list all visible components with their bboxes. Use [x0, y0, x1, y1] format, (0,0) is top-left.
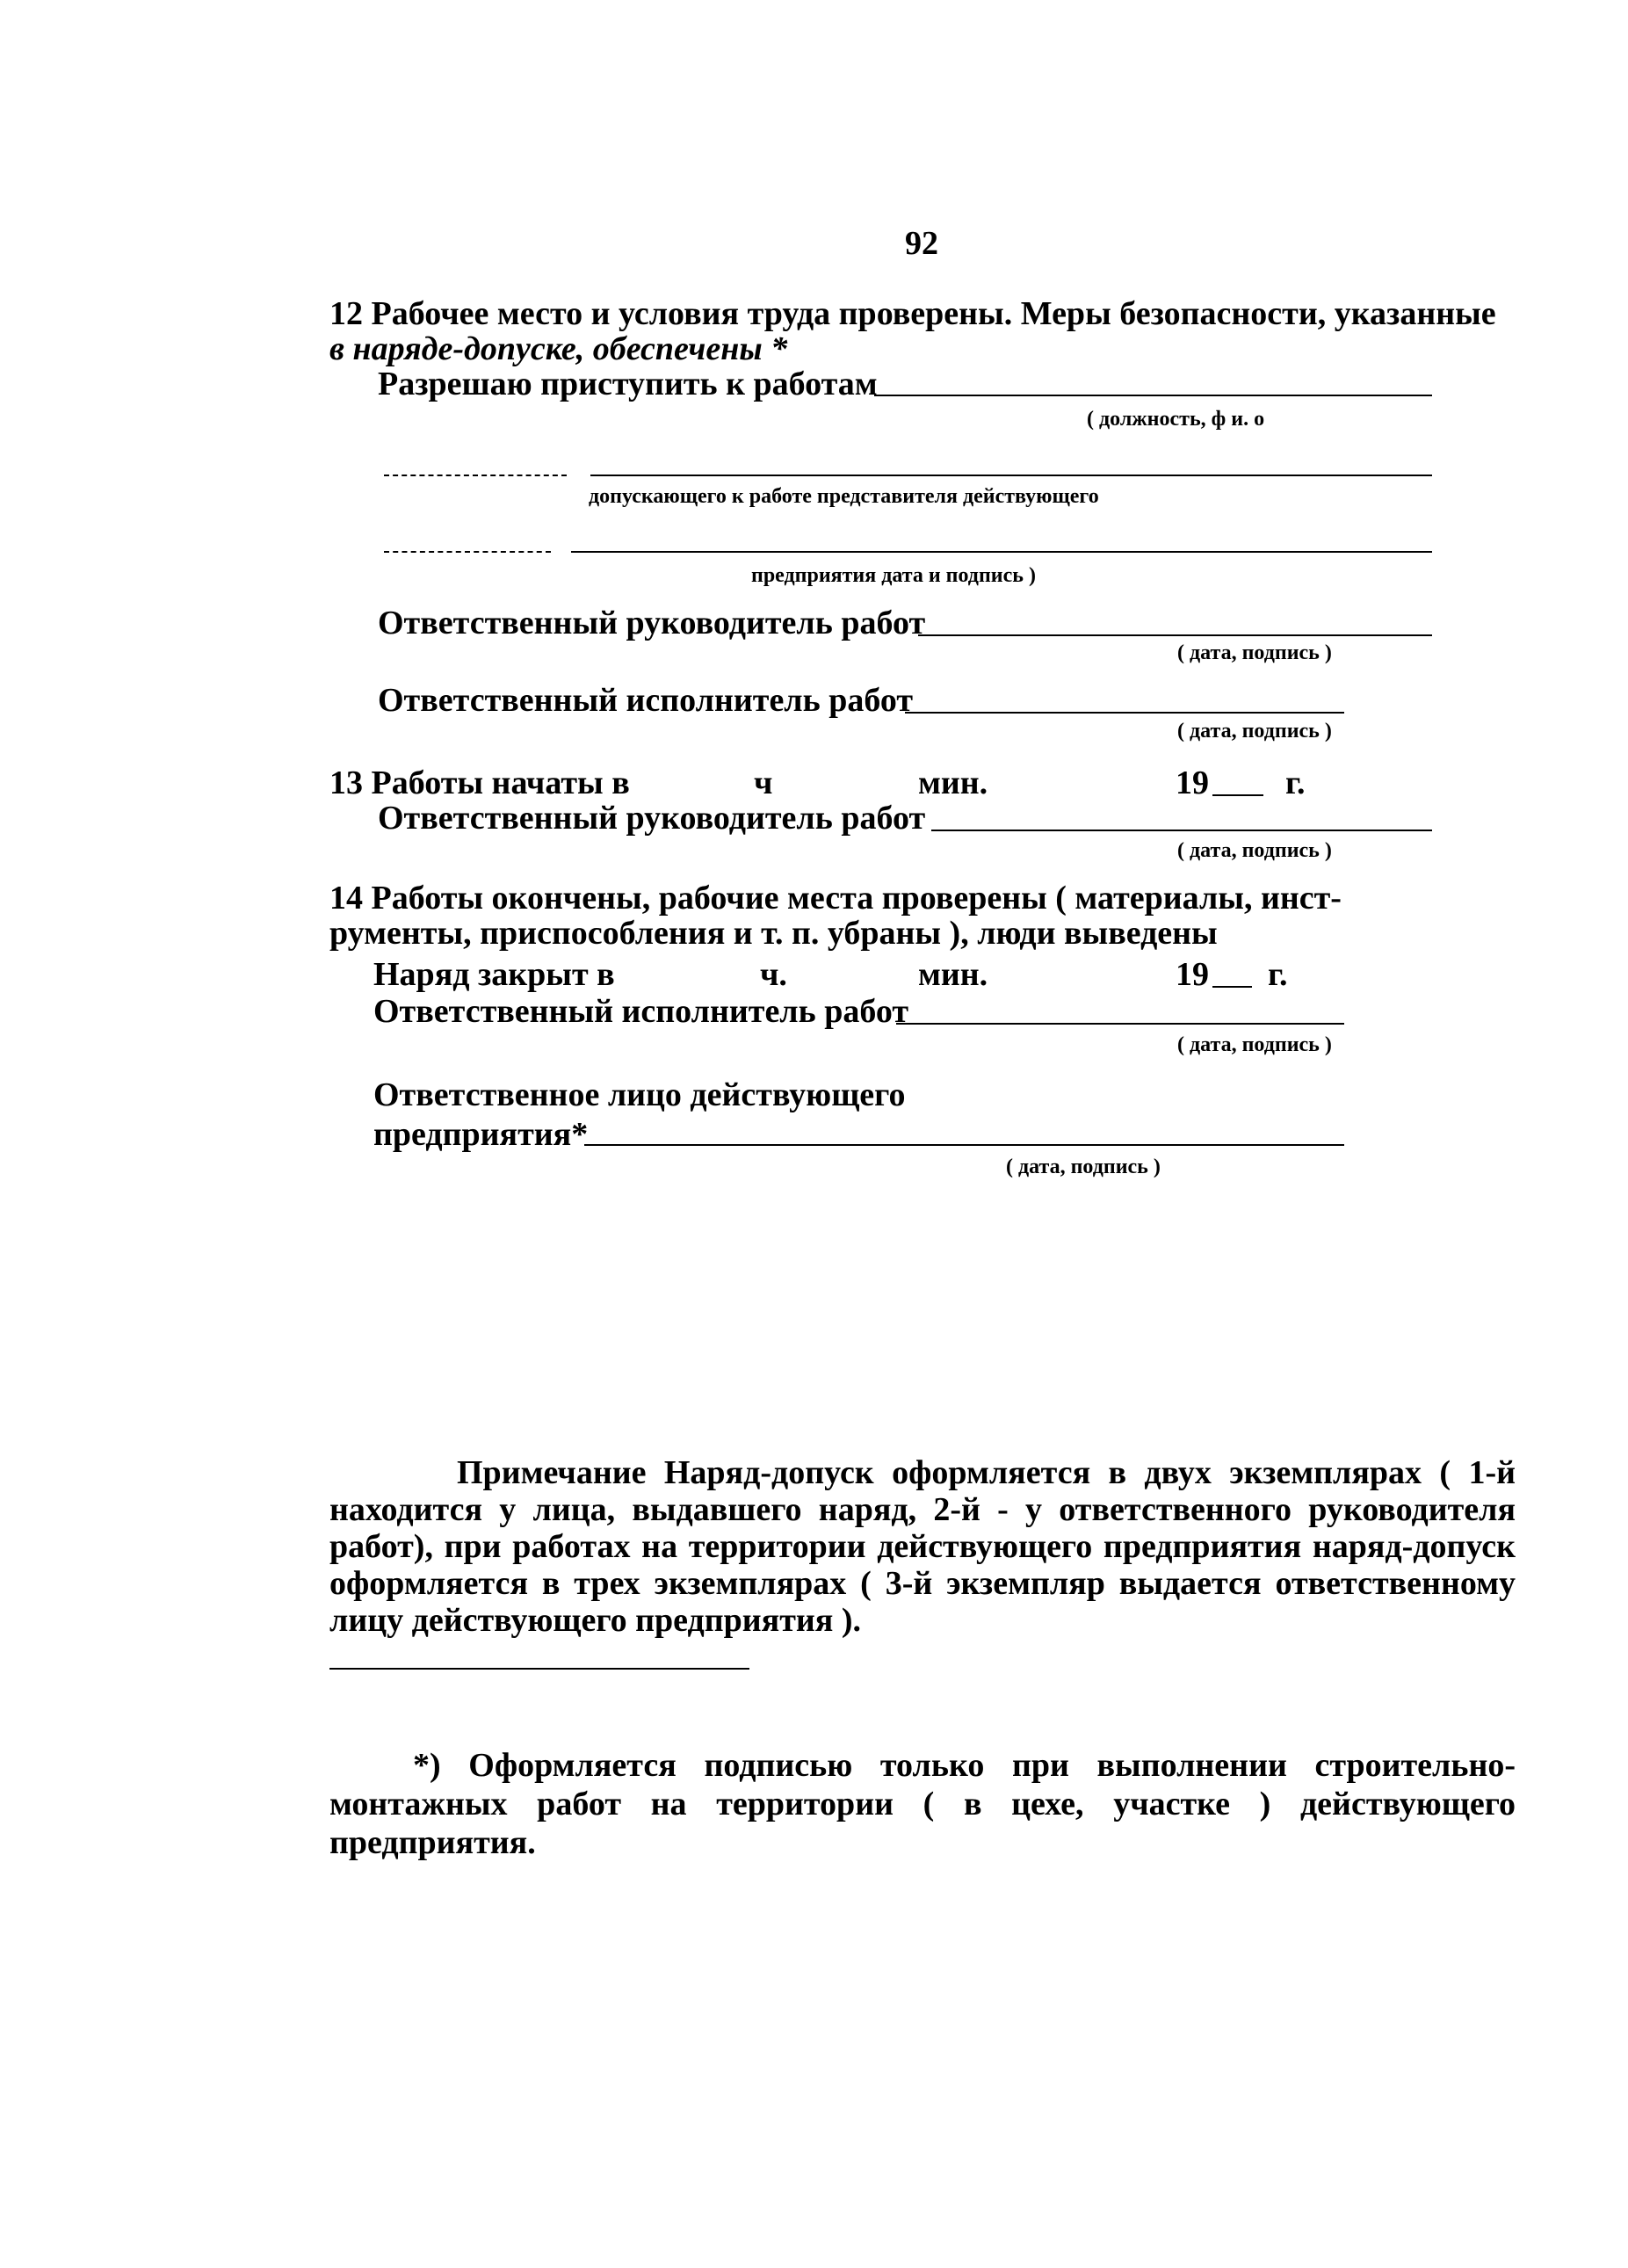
- item13-year-line: [1212, 794, 1263, 796]
- enterprise-dash-line: [384, 551, 551, 553]
- item14-hour-label: ч.: [760, 956, 787, 993]
- caption-enterprise-date-sign: предприятия дата и подпись ): [751, 564, 1036, 587]
- admitting-rep-dash-line: [384, 475, 567, 476]
- item14-year-prefix: 19: [1176, 956, 1209, 993]
- item13-year-prefix: 19: [1176, 764, 1209, 801]
- admitting-rep-line: [590, 475, 1432, 476]
- item13-started: 13 Работы начаты в: [329, 764, 630, 801]
- item13-hour-label: ч: [754, 764, 773, 801]
- item14-line2: рументы, приспособления и т. п. убраны ), люди выведены: [329, 915, 1218, 952]
- item14-line1: 14 Работы окончены, рабочие места проверены ( материалы, инст-: [329, 880, 1342, 917]
- item14-responsible-executor-label: Ответственный исполнитель работ: [373, 993, 909, 1030]
- responsible-person-line2: предприятия*: [373, 1116, 589, 1153]
- footnote-separator: [329, 1668, 749, 1670]
- responsible-person-line1: Ответственное лицо действующего: [373, 1076, 906, 1113]
- item14-executor-line: [896, 1023, 1344, 1025]
- caption-item14-executor-date-sign: ( дата, подпись ): [1177, 1033, 1332, 1056]
- responsible-manager-label: Ответственный руководитель работ: [378, 605, 926, 641]
- permit-signature-line: [874, 395, 1432, 396]
- caption-manager-date-sign: ( дата, подпись ): [1177, 641, 1332, 664]
- caption-position-name: ( должность, ф и. о: [1087, 408, 1265, 431]
- caption-admitting-rep: допускающего к работе представителя действующего: [589, 485, 1099, 508]
- responsible-executor-line: [905, 712, 1344, 714]
- caption-executor-date-sign: ( дата, подпись ): [1177, 720, 1332, 743]
- page-number: 92: [905, 225, 938, 262]
- note-paragraph: Примечание Наряд-допуск оформляется в двух экземплярах ( 1-й находится у лица, выдавшего наряд, 2-й - у ответственного руководителя работ), при работах на территории действующего предприятия наряд-допуск оформляется в трех экземплярах ( 3-й экземпляр выдается ответственному лицу действующего предприятия ).: [329, 1454, 1516, 1639]
- caption-item13-date-sign: ( дата, подпись ): [1177, 839, 1332, 862]
- item14-year-suffix: г.: [1268, 956, 1288, 993]
- item14-year-line: [1212, 986, 1252, 988]
- item12-line2: в наряде-допуске, обеспечены *: [329, 330, 788, 367]
- item14-closed: Наряд закрыт в: [373, 956, 615, 993]
- enterprise-line: [571, 551, 1432, 553]
- responsible-manager-line: [918, 634, 1432, 636]
- caption-responsible-person-date-sign: ( дата, подпись ): [1006, 1156, 1161, 1178]
- item14-minute-label: мин.: [918, 956, 988, 993]
- footnote-paragraph: *) Оформляется подписью только при выполнении строительно-монтажных работ на территории ( в цехе, участке ) действующего предприятия.: [329, 1747, 1516, 1861]
- item13-manager-line: [931, 830, 1432, 831]
- item13-year-suffix: г.: [1285, 764, 1306, 801]
- responsible-person-line: [584, 1144, 1344, 1146]
- permit-label: Разрешаю приступить к работам: [378, 366, 878, 402]
- item13-minute-label: мин.: [918, 764, 988, 801]
- responsible-executor-label: Ответственный исполнитель работ: [378, 682, 914, 719]
- item12-line1: 12 Рабочее место и условия труда проверены. Меры безопасности, указанные: [329, 295, 1496, 332]
- item13-responsible-manager-label: Ответственный руководитель работ: [378, 800, 926, 837]
